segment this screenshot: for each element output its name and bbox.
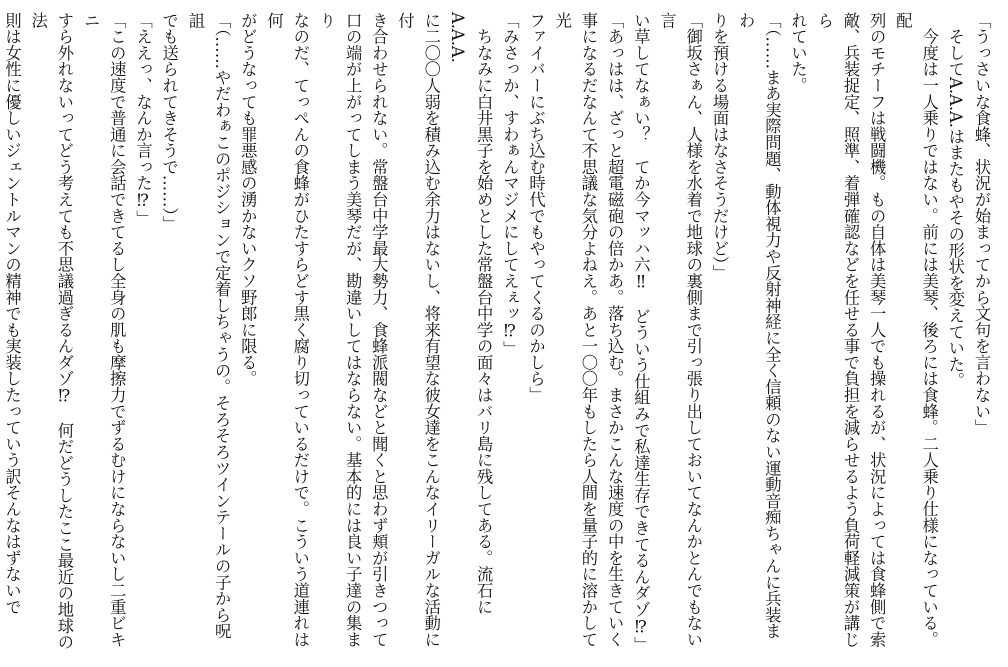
text-column: なのだ、てっぺんの食蜂がひたすらどす黒く腐り切っているだけで。こういう道連れは何 <box>264 12 310 648</box>
text-column: 「（……まあ実際問題、動体視力や反射神経に全く信頼のない運動音痴ちゃんに兵装まわ <box>736 12 782 640</box>
text-column: りを預ける場面はなさそうだけど）」 <box>709 12 729 281</box>
text-column: 「うっさいな食蜂、状況が始まってから文句を言わない」 <box>972 12 991 436</box>
text-column: 「あっはは、ざっと超電磁砲の倍かあ。落ち込む。まさかこんな速度の中を生きていく <box>605 12 625 648</box>
text-column: 「ええっ、なんか言った⁉」 <box>133 12 153 227</box>
text-column: ちなみに白井黒子を始めとした常盤台中学の面々はバリ島に残してある。流石にA.A.A. <box>447 12 494 615</box>
text-column: 事になるだなんて不思議な気分よねえ。あと一〇〇年もしたら人間を量子的に溶かして光 <box>552 12 598 648</box>
vertical-novel-text <box>2 12 994 655</box>
text-column: 「この速度で普通に会話できてるし全身の肌も摩擦力でずるむけにならないし二重ビキニ <box>81 12 127 648</box>
text-column: すら外れないってどう考えても不思議過ぎるんダゾ⁉ 何だどうしたここ最近の地球の法 <box>28 12 74 651</box>
text-column: ファイバーにぶち込む時代でもやってくるのかしら」 <box>526 12 546 403</box>
text-column: 今度は一人乗りではない。前には美琴、後ろには食蜂。二人乗り仕様になっている。配 <box>893 12 939 648</box>
text-column: がどうなっても罪悪感の湧かないクソ野郎に限る。 <box>238 12 258 387</box>
text-column: そしてA.A.A.はまたもやその形状を変えていた。 <box>945 12 965 389</box>
text-column: い草してなぁい？ てか今マッハ六‼ どういう仕組みで私達生存できてるんダゾ⁉」 <box>631 12 651 653</box>
text-column: 口の端が上がってしまう美琴だが、勘違いしてはならない。基本的には良い子達の集まり <box>316 12 363 648</box>
text-column: 列のモチーフは戦闘機。もの自体は美琴一人でも操れるが、状況によっては食蜂側で索 <box>867 12 887 648</box>
text-column: 「（……やだわぁこのポジションで定着しちゃうの。そろそろツインテールの子から呪詛 <box>185 12 232 640</box>
text-column: れていた。 <box>788 12 808 94</box>
text-column: でも送られてきそうで……）」 <box>159 12 179 232</box>
text-column: 則は女性に優しいジェントルマンの精神でも実装したっていう訳そんなはずないで <box>2 12 22 615</box>
text-column: 「御坂さぁん、人様を水着で地球の裏側まで引っ張り出しておいてなんかとんでもない言 <box>657 12 703 648</box>
text-column: き合わせられない。常盤台中学最大勢力、食蜂派閥などと聞くと思わず頬が引きつって <box>369 12 389 648</box>
text-column: に二〇〇人弱を積み込む余力はないし、将来有望な彼女達をこんなイリーガルな活動に付 <box>395 12 441 648</box>
text-column: 「みさっか、すわぁんマジメにしてえぇッ⁉」 <box>500 12 520 357</box>
text-column: 敵、兵装捉定、照準、着弾確認などを任せる事で負担を減らせるよう負荷軽減策が講じら <box>814 12 860 648</box>
